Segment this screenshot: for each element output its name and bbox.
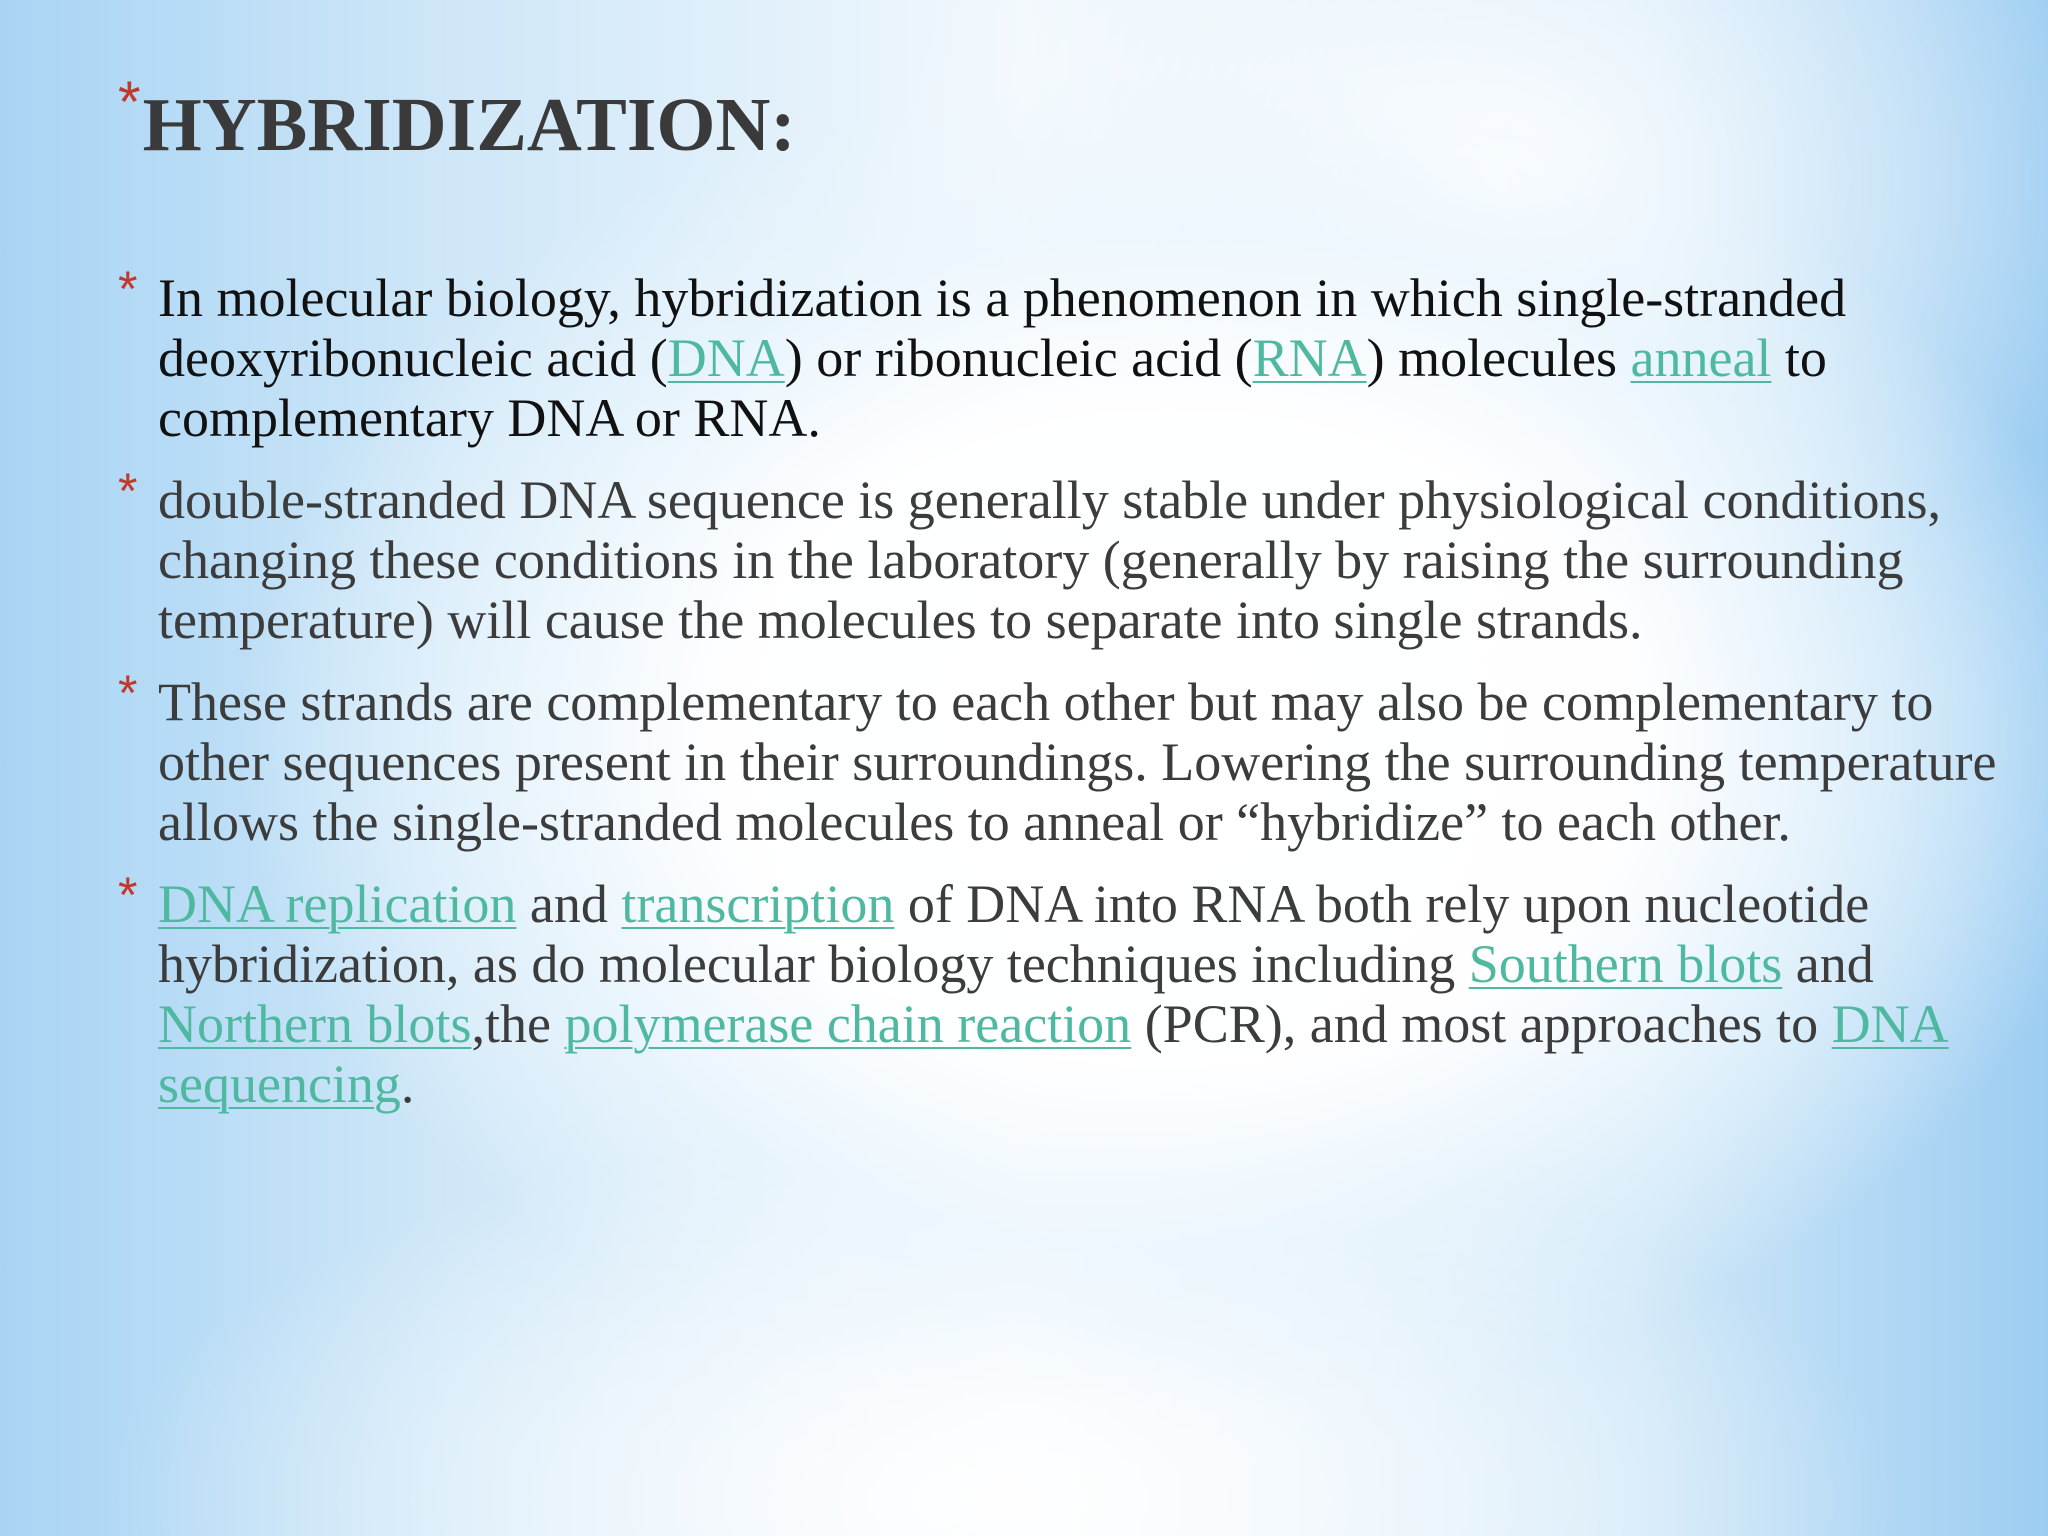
link-polymerase-chain-reaction[interactable]: polymerase chain reaction [564, 994, 1132, 1054]
bullet-text: (PCR), and most approaches to [1131, 994, 1832, 1054]
bullet-item-2 [118, 463, 1998, 650]
bullet-marker: * [118, 261, 138, 317]
link-transcription[interactable]: transcription [621, 874, 895, 934]
bullet-text: and [1782, 934, 1874, 994]
bullet-marker: * [118, 867, 138, 923]
bullet-text: to complementary DNA or RNA. [158, 328, 1827, 448]
bullet-text: ) or ribonucleic acid ( [784, 328, 1253, 388]
bullet-text: ) molecules [1366, 328, 1631, 388]
bullet-text: ,the [471, 994, 565, 1054]
bullet-text: These strands are complementary to each other but may also be complementary to other sequences present in their surroundings. Lowering the surrounding temperature allows the single-stranded molecules to anneal or “hybridize” to each other. [158, 672, 1997, 852]
link-southern-blots[interactable]: Southern blots [1468, 934, 1783, 994]
bullet-text: of DNA into RNA both rely upon nucleotide hybridization, as do molecular biology techniques including [158, 874, 1870, 994]
link-anneal[interactable]: anneal [1630, 328, 1772, 388]
link-dna-replication[interactable]: DNA replication [158, 874, 517, 934]
bullet-text: double-stranded DNA sequence is generally stable under physiological conditions, changing these conditions in the laboratory (generally by raising the surrounding temperature) will cause the molecules to separate into single strands. [158, 470, 1942, 650]
title-bullet-marker: * [118, 70, 141, 135]
bullet-marker: * [118, 463, 138, 519]
bullet-text: . [400, 1054, 415, 1114]
bullet-item-1 [118, 261, 1998, 448]
slide-title-row [118, 70, 796, 180]
bullet-marker: * [118, 665, 138, 721]
bullet-list [118, 261, 1998, 1136]
link-dna[interactable]: DNA [667, 328, 785, 388]
link-dna-sequencing[interactable]: DNA sequencing [158, 994, 1949, 1114]
link-rna[interactable]: RNA [1252, 328, 1367, 388]
bullet-item-4 [118, 867, 1998, 1114]
link-northern-blots[interactable]: Northern blots [158, 994, 472, 1054]
bullet-item-3 [118, 665, 1998, 852]
bullet-text: and [516, 874, 622, 934]
slide-title: HYBRIDIZATION: [142, 83, 796, 167]
bullet-text: In molecular biology, hybridization is a phenomenon in which single-stranded deoxyribonucleic acid ( [158, 268, 1847, 388]
